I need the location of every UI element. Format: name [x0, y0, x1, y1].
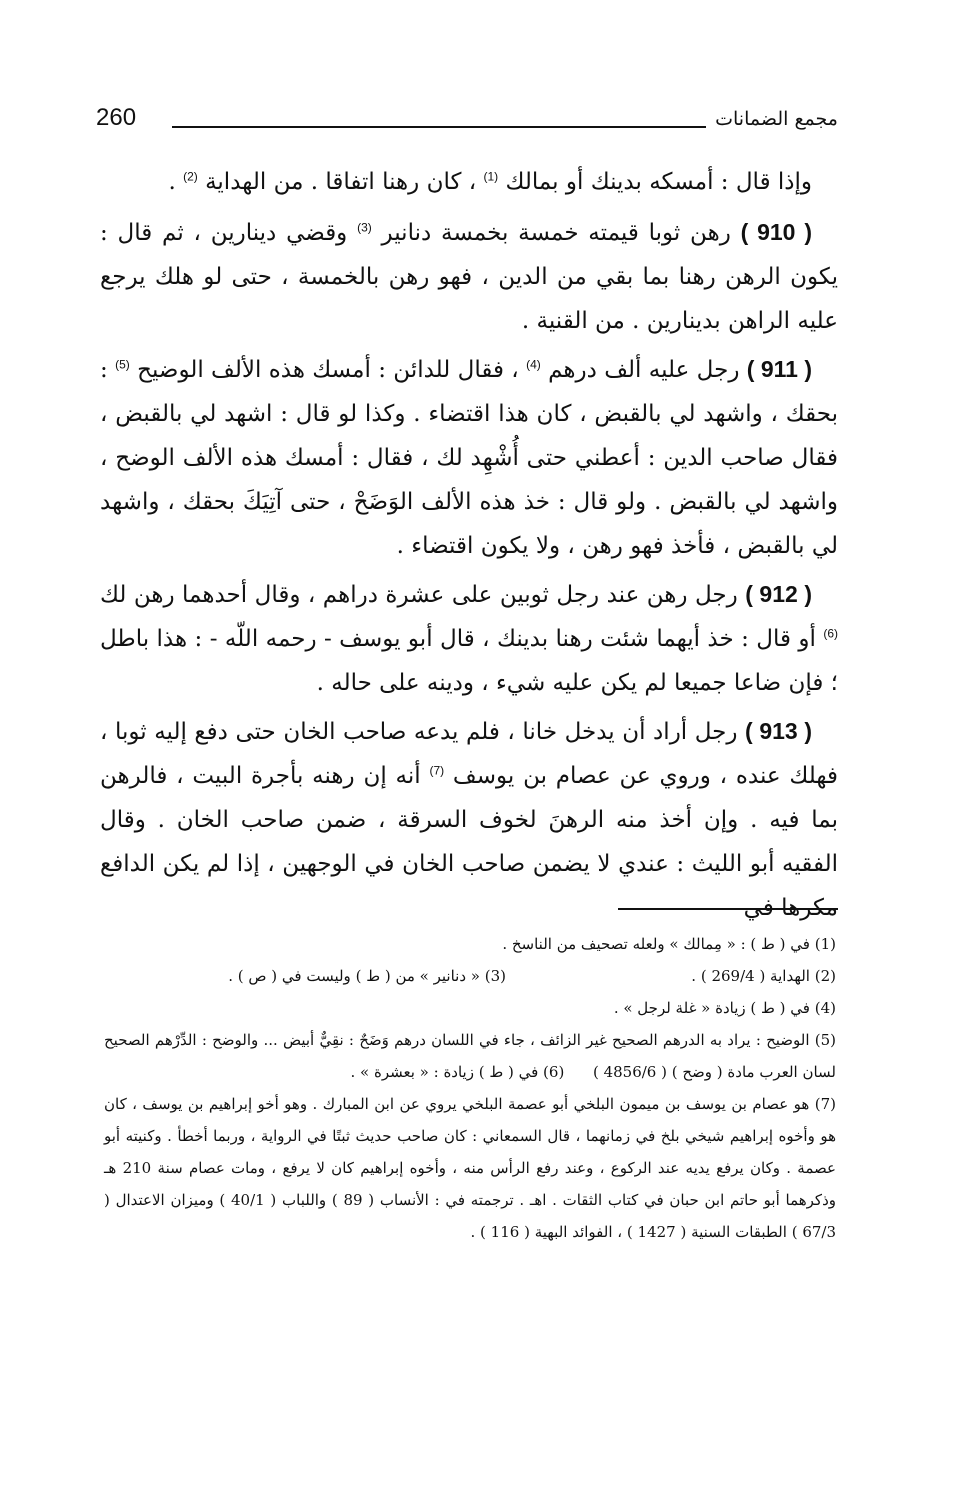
text-run: ، كان رهنا اتفاقا . من الهداية — [205, 169, 484, 195]
footnote-rule — [618, 908, 838, 910]
footnote-3: (3) « دنانير » من ( ط ) وليست في ( ص ) . — [228, 967, 506, 985]
text-run: ، فقال للدائن : أمسك هذه الألف الوضيح — [137, 357, 527, 383]
header-rule — [172, 126, 706, 128]
page-header — [96, 104, 838, 144]
footnote-6: (6) في ( ط ) زيادة : « بعشرة » . — [350, 1063, 565, 1081]
text-run: رجل أراد أن يدخل خانا ، فلم يدعه صاحب الخان حتى دفع إليه ثوبا ، فهلك عنده ، وروي عن عصام بن يوسف — [100, 719, 838, 789]
footnote-2: (2) الهداية ( 269/4 ) . — [691, 967, 836, 985]
text-run: وقضي دينارين ، ثم قال : يكون الرهن رهنا بما بقي من الدين ، فهو رهن بالخمسة ، حتى لو هلك يرجع عليه الراهن بدينارين . من القنية . — [100, 220, 838, 334]
paragraph-intro — [100, 160, 838, 204]
issue-number: ( 912 ) — [745, 581, 812, 607]
footnote-ref: (2) — [183, 169, 198, 184]
text-run: . — [168, 169, 184, 195]
text-run: رهن ثوبا قيمته خمسة بخمسة دنانير — [381, 220, 741, 246]
issue-number: ( 911 ) — [746, 356, 813, 382]
footnote-5: (5) الوضيح : يراد به الدرهم الصحيح غير الزائف ، جاء في اللسان درهم وَضَحٌ : نقِيٌّ أبيض ... والوضح : الدِّرْهم الصحيح لسان العرب مادة ( وضح ) ( 4856/6 ) — [104, 1031, 836, 1081]
footnote-pair — [104, 960, 836, 992]
paragraph-913 — [100, 709, 838, 930]
footnote-5-6 — [104, 1024, 836, 1088]
paragraph-911 — [100, 347, 838, 568]
text-run: رجل عليه ألف درهم — [548, 357, 747, 383]
footnote-ref: (7) — [429, 763, 445, 778]
paragraph-912 — [100, 572, 838, 705]
text-run: رجل رهن عند رجل ثوبين على عشرة دراهم ، وقال أحدهما رهن لك — [100, 582, 746, 608]
footnote-4: (4) في ( ط ) زيادة « غلة لرجل » . — [613, 999, 836, 1017]
issue-number: ( 913 ) — [745, 718, 812, 744]
text-run: : بحقك ، واشهد لي بالقبض ، كان هذا اقتضاء . وكذا لو قال : اشهد لي بالقبض ، فقال صاحب الدين : أعطني حتى أُشْهِد لك ، فقال : أمسك هذه الألف الوضح ، واشهد لي بالقبض . ولو قال : خذ هذه الألف الوَضَحْ ، حتى آتِيَكَ بحقك ، واشهد لي بالقبض ، فأخذ فهو رهن ، ولا يكون اقتضاء . — [100, 357, 838, 559]
text-run: وإذا قال : أمسكه بدينك أو بمالك — [505, 169, 812, 195]
footnote-ref: (1) — [483, 169, 499, 184]
main-text — [100, 160, 838, 934]
issue-number: ( 910 ) — [740, 219, 812, 245]
footnote-ref: (6) — [823, 626, 838, 641]
text-run: أو قال : خذ أيهما شئت رهنا بدينك ، قال أبو يوسف - رحمه اللّه - : هذا باطل ؛ فإن ضاعا جميعا لم يكن عليه شيء ، ودينه على حاله . — [100, 626, 838, 696]
page-number: 260 — [96, 104, 137, 131]
footnotes — [104, 928, 836, 1248]
running-title: مجمع الضمانات — [715, 108, 838, 130]
paragraph-910 — [100, 210, 838, 343]
footnote-ref: (3) — [357, 220, 372, 235]
footnote-1: (1) في ( ط ) : « مِمالك » ولعله تصحيف من الناسخ . — [502, 935, 836, 953]
footnote-7: (7) هو عصام بن يوسف بن ميمون البلخي أبو عصمة البلخي يروي عن ابن المبارك . وهو أخو إبراهيم بن يوسف ، كان هو وأخوه إبراهيم شيخي بلخ في زمانهما ، قال السمعاني : كان صاحب حديث ثبتًا في الرواية ، وربما أخطأ . وكنيته أبو عصمة . وكان يرفع يديه عند الركوع ، وعند رفع الرأس منه ، وأخوه إبراهيم كان لا يرفع ، ومات عصام سنة 210 هـ وذكرهما أبو حاتم ابن حبان في كتاب الثقات . اهـ . ترجمته في : الأنساب ( 89 ) واللباب ( 40/1 ) وميزان الاعتدال ( 67/3 ) الطبقات السنية ( 1427 ) ، الفوائد البهية ( 116 ) . — [104, 1095, 836, 1241]
footnote-ref: (5) — [115, 357, 130, 372]
footnote-ref: (4) — [526, 357, 541, 372]
text-run: أنه إن رهنه بأجرة البيت ، فالرهن بما فيه . وإن أخذ منه الرهنَ لخوف السرقة ، ضمن صاحب الخان . وقال الفقيه أبو الليث : عندي لا يضمن صاحب الخان في الوجهين ، إذا لم يكن الدافع مكرها في — [100, 763, 839, 921]
